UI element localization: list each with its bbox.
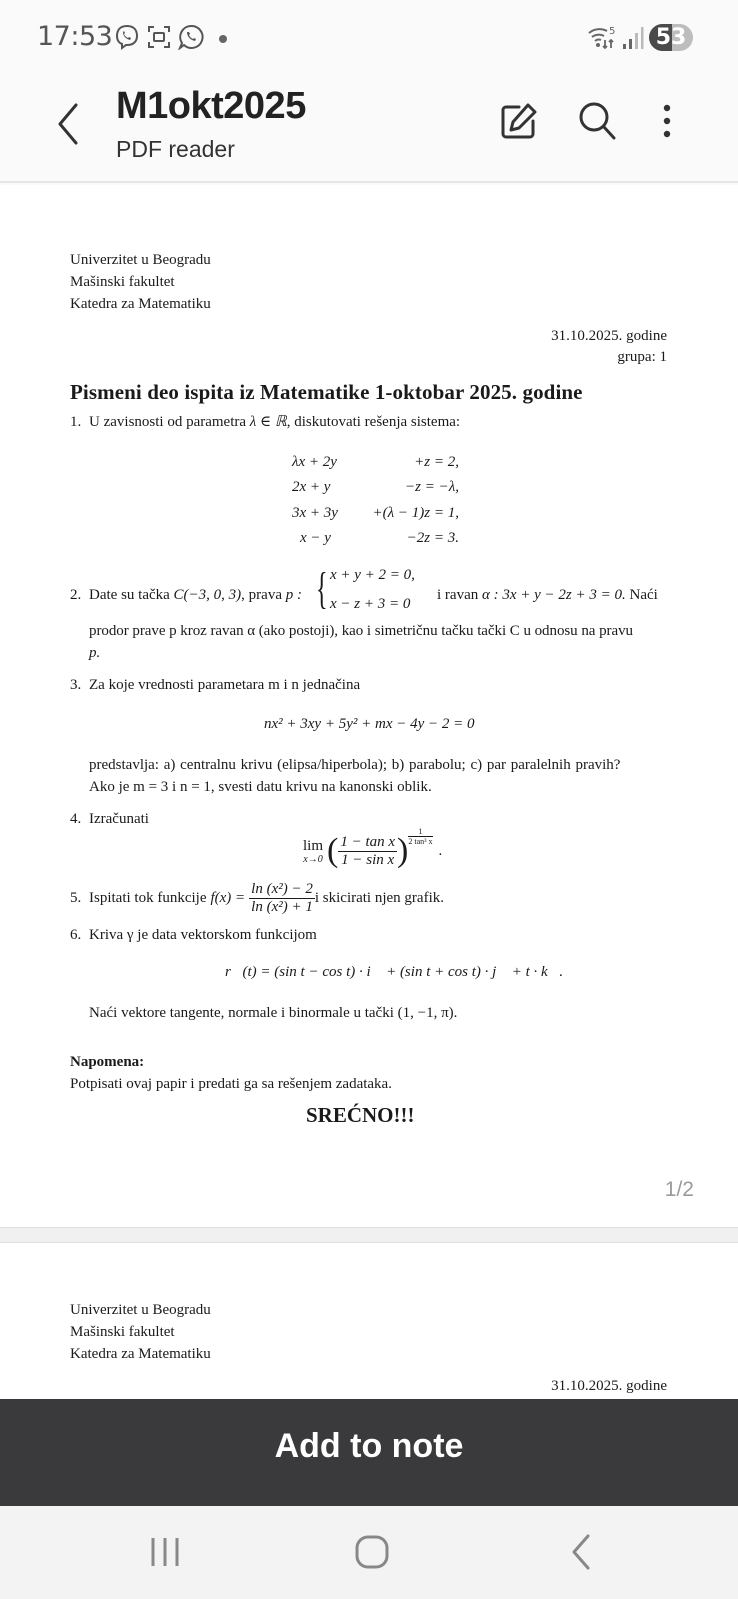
problem-2-text-b: , prava [241, 587, 286, 603]
screenshot-icon [146, 24, 172, 50]
page-indicator: 1/2 [664, 1178, 694, 1201]
pdf-page-1 [0, 185, 738, 1227]
problem-4-number: 4. [70, 811, 82, 827]
status-bar [0, 0, 738, 75]
problem-2-text-c: i ravan [437, 587, 482, 603]
page2-header-university: Univerzitet u Beogradu [70, 1302, 211, 1318]
right-paren: ) [397, 832, 409, 869]
clock: 17:53 [37, 21, 113, 52]
limit-expression [303, 827, 443, 871]
problem-3-text: Za koje vrednosti parametara m i n jednačina [89, 677, 361, 693]
problem-3-number: 3. [70, 677, 82, 693]
page2-header-department: Katedra za Matematiku [70, 1346, 211, 1362]
viber-icon [114, 24, 140, 50]
problem-3-equation: nx² + 3xy + 5y² + mx − 4y − 2 = 0 [264, 716, 475, 732]
problem-2-plane: α : 3x + y − 2z + 3 = 0. [481, 587, 626, 603]
exponent-denominator: 2 tan³ x [408, 837, 433, 846]
fraction-numerator: 1 − tan x [340, 833, 396, 850]
eq-left: λx + 2y [292, 453, 337, 470]
lim-subscript: x→0 [303, 853, 323, 865]
app-subtitle: PDF reader [116, 136, 235, 162]
header-faculty: Mašinski fakultet [70, 274, 175, 290]
navigation-bar [0, 1506, 738, 1599]
problem-6-text: Kriva γ je data vektorskom funkcijom [89, 927, 317, 943]
problem-2-line3: p. [89, 645, 101, 661]
problem-5-text-b: i skicirati njen grafik. [314, 890, 444, 906]
problem-2-line2: prodor prave p kroz ravan α (ako postoji), kao i simetričnu tačku tački C u odnosu na pravu [89, 623, 633, 639]
eq-left: x − y [300, 530, 331, 547]
function-denominator: ln (x²) + 1 [251, 898, 313, 915]
limit-exponent [408, 827, 432, 846]
eq-right: −z = −λ, [405, 479, 459, 496]
lim-operator [303, 838, 323, 865]
exam-date: 31.10.2025. godine [551, 328, 667, 344]
exam-title: Pismeni deo ispita iz Matematike 1-oktobar 2025. godine [70, 380, 583, 404]
line-equation-1: x + y + 2 = 0, [330, 567, 415, 583]
problem-2-number: 2. [70, 587, 82, 603]
problem-6-equation: r⃗(t) = (sin t − cos t) · i⃗ + (sin t + cos t) · j⃗ + t · k⃗. [225, 964, 564, 980]
whatsapp-icon [178, 24, 204, 50]
page2-header-faculty: Mašinski fakultet [70, 1324, 175, 1340]
page-divider [0, 1227, 738, 1243]
eq-right: +(λ − 1)z = 1, [372, 504, 459, 521]
equation-row [292, 475, 459, 501]
eq-left: 3x + 3y [292, 504, 338, 521]
left-paren: ( [327, 832, 339, 869]
problem-5-number: 5. [70, 890, 82, 906]
problem-1-text-a: U zavisnosti od parametra [89, 414, 250, 430]
brace-icon: { [316, 567, 328, 613]
wifi-icon [587, 24, 619, 50]
problem-2-point: C(−3, 0, 3) [173, 587, 242, 603]
eq-left: 2x + y [292, 479, 331, 496]
problem-1-number: 1. [70, 414, 82, 430]
eq-right: −2z = 3. [406, 530, 459, 547]
battery-text: 53 [655, 25, 687, 50]
equation-system [292, 449, 459, 551]
notification-dot [219, 35, 227, 43]
line-equation-2: x − z + 3 = 0 [330, 596, 411, 612]
problem-2-text [89, 586, 302, 604]
equation-row [292, 526, 459, 552]
limit-period: . [438, 843, 443, 859]
signal-icon [622, 26, 644, 50]
page2-exam-date: 31.10.2025. godine [551, 1378, 667, 1394]
exponent-numerator: 1 [408, 827, 432, 837]
note-text: Potpisati ovaj papir i predati ga sa rešenjem zadataka. [70, 1076, 392, 1092]
problem-1-text-b: , diskutovati rešenja sistema: [286, 414, 461, 430]
exam-group: grupa: 1 [617, 349, 667, 365]
add-to-note-button[interactable]: Add to note [0, 1399, 738, 1506]
problem-2-text-d: Naći [629, 587, 658, 603]
problem-2-line-name: p : [285, 587, 302, 603]
good-luck: SREĆNO!!! [306, 1103, 415, 1127]
problem-2-plane-text [437, 586, 658, 604]
limit-fraction [338, 834, 397, 869]
problem-2-text-a: Date su tačka [89, 587, 174, 603]
app-bar [0, 75, 738, 183]
function-numerator: ln (x²) − 2 [251, 880, 313, 897]
edit-icon[interactable] [497, 99, 541, 143]
search-icon[interactable] [576, 99, 620, 143]
pdf-viewport[interactable] [0, 185, 738, 1399]
problem-6-number: 6. [70, 927, 82, 943]
problem-5-fx: f(x) = [210, 890, 246, 906]
header-university: Univerzitet u Beogradu [70, 252, 211, 268]
problem-1-param: λ ∈ ℝ [249, 414, 287, 430]
note-label: Napomena: [70, 1054, 145, 1070]
problem-4-text: Izračunati [89, 811, 149, 827]
problem-3-line3: Ako je m = 3 i n = 1, svesti datu krivu na kanonski oblik. [89, 779, 432, 795]
header-department: Katedra za Matematiku [70, 296, 211, 312]
back-icon[interactable] [562, 1532, 602, 1572]
lim-label: lim [303, 837, 324, 854]
problem-3-line2: predstavlja: a) centralnu krivu (elipsa/hiperbola); b) parabolu; c) par paralelnih pravih? [89, 757, 621, 773]
document-title: M1okt2025 [116, 85, 306, 127]
back-arrow-icon[interactable] [52, 101, 88, 147]
problem-5-text-a: Ispitati tok funkcije [89, 890, 207, 906]
recent-apps-icon[interactable] [145, 1532, 185, 1572]
home-icon[interactable] [352, 1532, 392, 1572]
equation-row [292, 500, 459, 526]
function-fraction [249, 881, 315, 916]
pdf-page-2 [0, 1243, 738, 1399]
eq-right: +z = 2, [414, 453, 459, 470]
battery-indicator [649, 24, 693, 51]
more-options-icon[interactable] [646, 99, 690, 143]
equation-row [292, 449, 459, 475]
problem-6-line2: Naći vektore tangente, normale i binormale u tački (1, −1, π). [89, 1005, 458, 1021]
problem-5-text [89, 879, 444, 917]
wifi-label: 5 [609, 26, 616, 37]
fraction-denominator: 1 − sin x [341, 851, 395, 868]
problem-1-text [89, 413, 460, 431]
